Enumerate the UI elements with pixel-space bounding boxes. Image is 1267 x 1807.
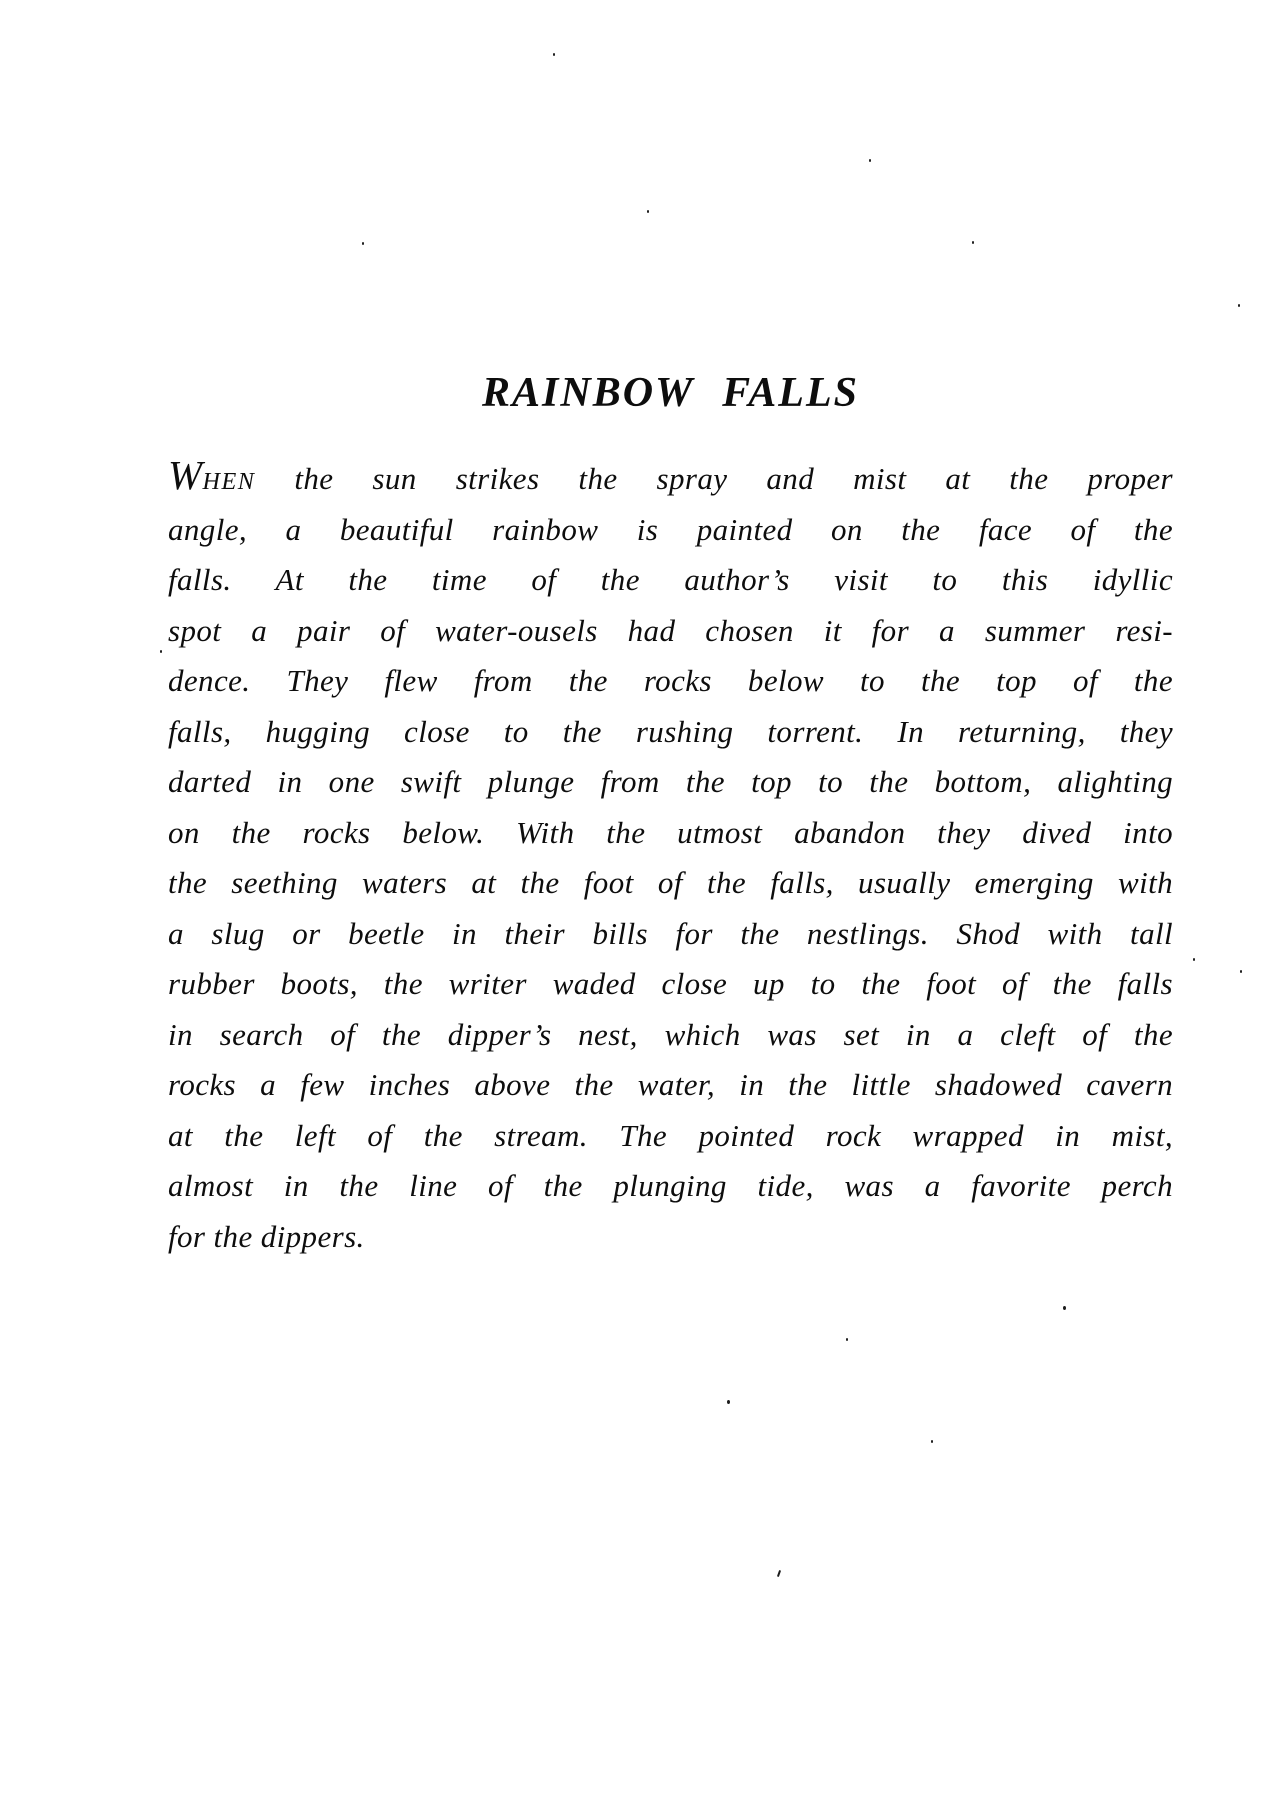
scan-speck: [1063, 1306, 1066, 1310]
scan-speck: [647, 210, 649, 213]
text-line: for the dippers.: [168, 1218, 365, 1254]
text-line: in search of the dipper’s nest, which was set in a cleft of the: [168, 1016, 1173, 1052]
scan-speck: [869, 159, 871, 162]
scan-speck: [727, 1400, 730, 1404]
scan-speck: [160, 650, 162, 653]
text-line: falls. At the time of the author’s visit to this idyllic: [168, 562, 1173, 597]
text-line: falls, hugging close to the rushing torrent. In returning, they: [168, 713, 1173, 749]
scan-speck: [553, 53, 555, 56]
text-line-content: the sun strikes the spray and mist at the proper: [294, 461, 1174, 496]
scan-speck: [846, 1338, 848, 1341]
text-line: almost in the line of the plunging tide, was a favorite perch: [168, 1168, 1173, 1203]
page-title: RAINBOW FALLS: [482, 370, 859, 416]
scan-speck: [931, 1440, 933, 1443]
scan-speck: [1193, 958, 1195, 961]
scan-speck: [972, 241, 974, 244]
text-line: spot a pair of water-ousels had chosen it for a summer resi-: [168, 612, 1173, 648]
drop-initial: W: [168, 453, 203, 498]
scan-speck: [362, 242, 364, 245]
text-line: the seething waters at the foot of the falls, usually emerging with: [168, 865, 1173, 900]
opening-smallcaps: HEN: [202, 468, 256, 495]
text-line: at the left of the stream. The pointed rock wrapped in mist,: [168, 1117, 1173, 1153]
paragraph: [168, 454, 1173, 1262]
text-line: dence. They flew from the rocks below to the top of the: [168, 663, 1173, 698]
text-line: rocks a few inches above the water, in the little shadowed cavern: [168, 1067, 1173, 1102]
text-line: a slug or beetle in their bills for the nestlings. Shod with tall: [168, 915, 1173, 951]
scan-speck: [777, 1570, 781, 1577]
text-line: rubber boots, the writer waded close up to the foot of the falls: [168, 966, 1173, 1001]
scan-speck: [1238, 304, 1240, 307]
text-line: darted in one swift plunge from the top to the bottom, alighting: [168, 764, 1173, 799]
text-line: [168, 454, 1173, 505]
scan-speck: [1240, 970, 1242, 973]
text-line: on the rocks below. With the utmost abandon they dived into: [168, 814, 1173, 850]
text-line: angle, a beautiful rainbow is painted on the face of the: [168, 511, 1173, 547]
